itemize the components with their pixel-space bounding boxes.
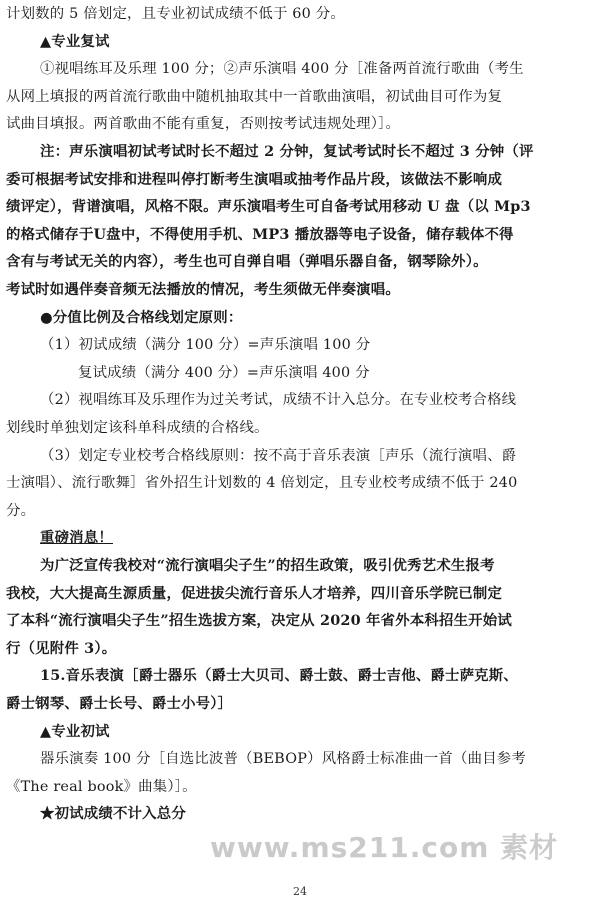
text-line: 复试成绩（满分 400 分）=声乐演唱 400 分 <box>78 364 370 381</box>
text-line: 我校，大大提高生源质量，促进拔尖流行音乐人才培养，四川音乐学院已制定 <box>6 584 503 602</box>
text-line: ▲专业复试 <box>40 32 110 50</box>
text-line: 的格式储存于U盘中，不得使用手机、MP3 播放器等电子设备，储存载体不得 <box>6 225 514 243</box>
text-line: （1）初试成绩（满分 100 分）=声乐演唱 100 分 <box>40 337 371 354</box>
text-line: ★初试成绩不计入总分 <box>40 805 186 823</box>
text-line: 器乐演奏 100 分［自选比波普（BEBOP）风格爵士标准曲一首（曲目参考 <box>40 751 526 768</box>
text-line: 行（见附件 3）。 <box>6 639 117 657</box>
text-line: ▲专业初试 <box>40 722 110 740</box>
text-line: 绩评定），背谱演唱，风格不限。声乐演唱考生可自备考试用移动 U 盘（以 Mp3 <box>6 198 531 216</box>
text-line: 计划数的 5 倍划定，且专业初试成绩不低于 60 分。 <box>6 6 345 22</box>
text-line: 15.音乐表演［爵士器乐（爵士大贝司、爵士鼓、爵士吉他、爵士萨克斯、 <box>40 667 518 685</box>
text-line: 从网上填报的两首流行歌曲中随机抽取其中一首歌曲演唱，初试曲目可作为复 <box>6 88 503 105</box>
text-line: 含有与考试无关的内容），考生也可自弹自唱（弹唱乐器自备，钢琴除外）。 <box>6 253 488 271</box>
text-line: 士演唱）、流行歌舞］省外招生计划数的 4 倍划定，且专业校考成绩不低于 240 <box>6 475 518 492</box>
text-line: 试曲目填报。两首歌曲不能有重复，否则按考试违规处理）］。 <box>6 116 401 133</box>
text-line: 考试时如遇伴奏音频无法播放的情况，考生须做无伴奏演唱。 <box>6 281 400 298</box>
text-line: 注：声乐演唱初试考试时长不超过 2 分钟，复试考试时长不超过 3 分钟（评 <box>40 143 534 160</box>
text-line: 划线时单独划定该科单科成绩的合格线。 <box>6 420 269 436</box>
text-line: （3）划定专业校考合格线原则：按不高于音乐表演［声乐（流行演唱、爵 <box>40 447 517 464</box>
text-line: ①视唱练耳及乐理 100 分；②声乐演唱 400 分［准备两首流行歌曲（考生 <box>40 61 524 78</box>
page-number: 24 <box>293 885 307 898</box>
text-line: 分。 <box>6 502 36 519</box>
text-line: 《The real book》曲集）］。 <box>6 778 197 795</box>
text-line: 委可根据考试安排和进程叫停打断考生演唱或抽考作品片段，该做法不影响成 <box>6 170 503 188</box>
text-line: 爵士钢琴、爵士长号、爵士小号）］ <box>6 695 233 712</box>
watermark: www.ms211.com 素材 <box>210 831 559 864</box>
text-line: ●分值比例及合格线划定原则： <box>40 308 243 326</box>
text-line: （2）视唱练耳及乐理作为过关考试，成绩不计入总分。在专业校考合格线 <box>40 392 517 409</box>
text-line: 为广泛宣传我校对“流行演唱尖子生”的招生政策，吸引优秀艺术生报考 <box>40 557 495 574</box>
text-line: 重磅消息！ <box>40 529 113 547</box>
text-line: 了本科“流行演唱尖子生”招生选拔方案，决定从 2020 年省外本科招生开始试 <box>6 612 512 630</box>
